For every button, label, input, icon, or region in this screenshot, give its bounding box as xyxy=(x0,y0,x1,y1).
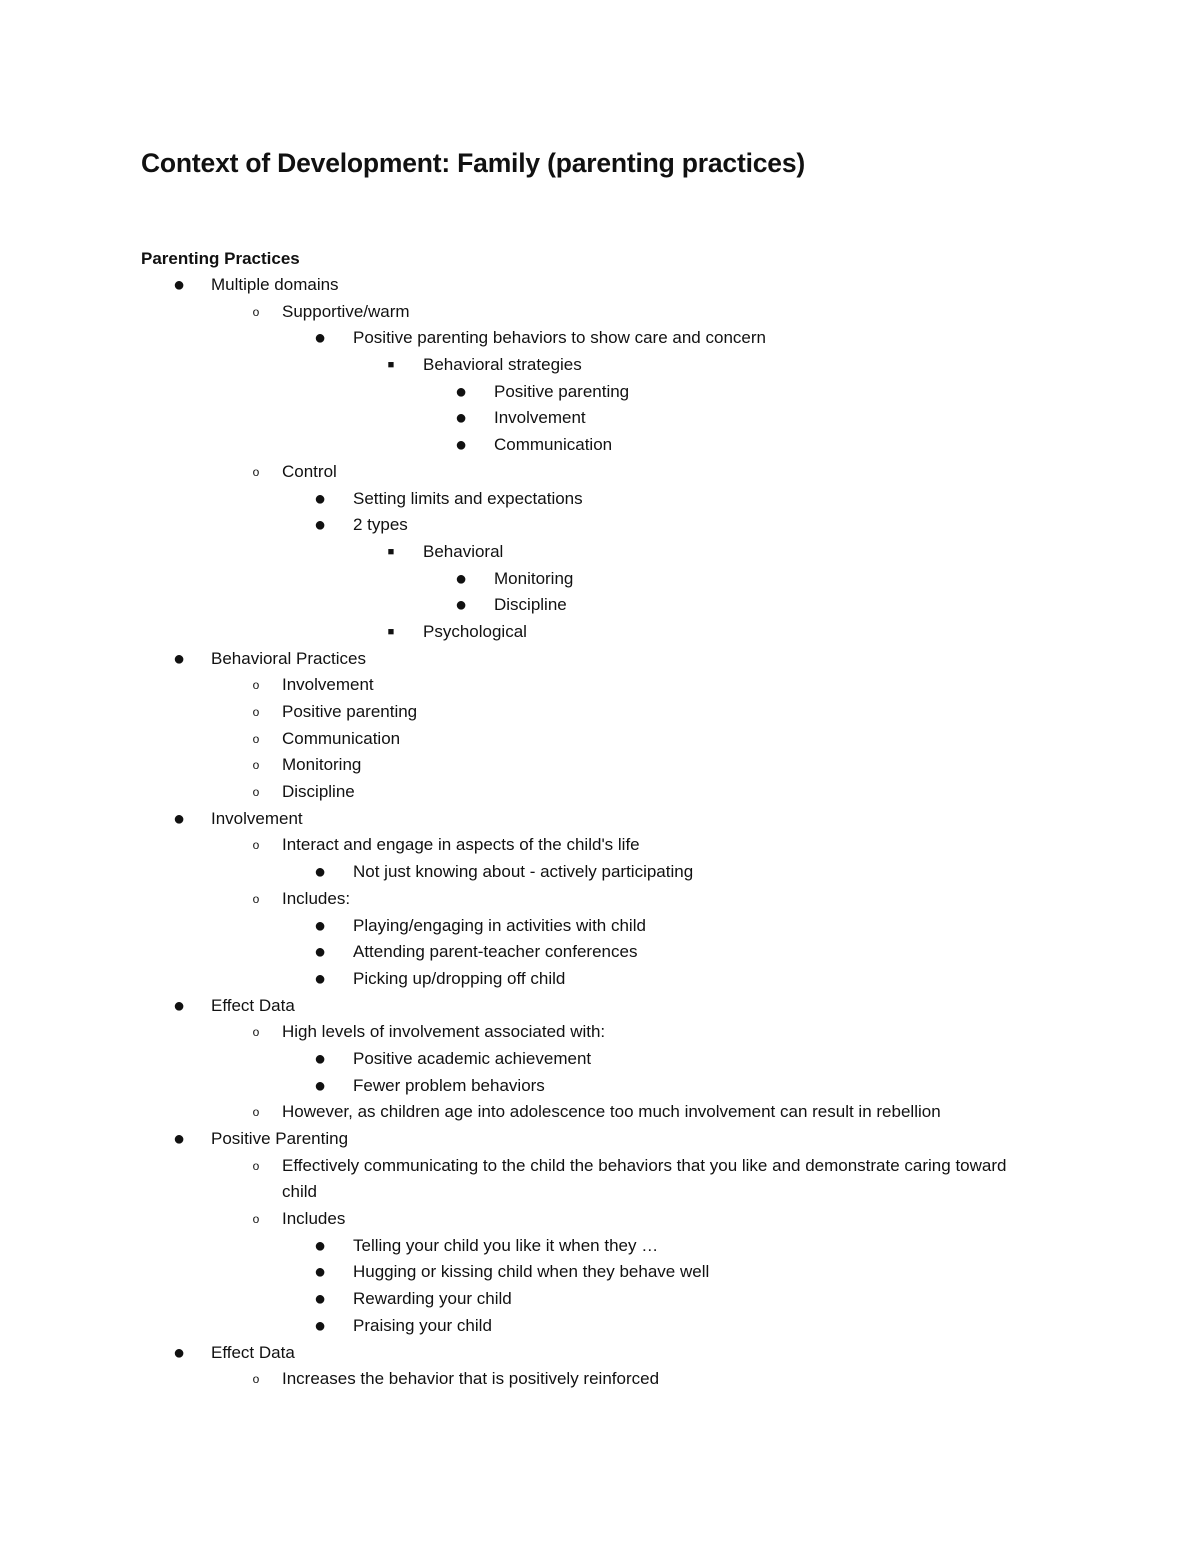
list-item xyxy=(0,405,1200,432)
bullet-icon: ● xyxy=(172,994,186,1017)
circle-bullet-icon: o xyxy=(252,838,260,853)
list-item xyxy=(0,966,1200,993)
list-item xyxy=(0,1153,1200,1206)
list-item-text: Communication xyxy=(494,435,613,455)
list-item xyxy=(0,566,1200,593)
list-item-text: Behavioral xyxy=(423,541,504,561)
square-bullet-icon: ■ xyxy=(387,625,395,638)
bullet-icon: ● xyxy=(313,1314,327,1337)
list-item xyxy=(0,1366,1200,1393)
list-item xyxy=(0,512,1200,539)
bullet-icon: ● xyxy=(313,967,327,990)
list-item-text: Monitoring xyxy=(494,568,574,588)
bullet-icon: ● xyxy=(313,941,327,964)
list-item xyxy=(0,1019,1200,1046)
list-item xyxy=(0,752,1200,779)
list-item xyxy=(0,672,1200,699)
bullet-icon: ● xyxy=(172,274,186,296)
circle-bullet-icon: o xyxy=(252,304,260,319)
circle-bullet-icon: o xyxy=(252,1105,260,1120)
list-item xyxy=(0,806,1200,833)
list-item-text: Interact and engage in aspects of the child's life xyxy=(282,835,640,855)
bullet-icon: ● xyxy=(313,1234,327,1257)
list-item-text: Multiple domains xyxy=(211,275,339,294)
list-item-text: Discipline xyxy=(494,595,567,615)
list-item-text: Positive parenting xyxy=(494,381,630,401)
list-item xyxy=(0,939,1200,966)
list-item-text: Picking up/dropping off child xyxy=(353,968,566,988)
list-item xyxy=(0,299,1200,326)
list-item xyxy=(0,539,1200,566)
list-item-text: Includes: xyxy=(282,888,351,908)
list-item-text: Discipline xyxy=(282,782,355,802)
list-item-text: Psychological xyxy=(423,621,527,641)
list-item-text: 2 types xyxy=(353,515,408,535)
bullet-icon: ● xyxy=(172,1341,186,1364)
list-item xyxy=(0,619,1200,646)
list-item-text: Involvement xyxy=(494,408,586,428)
list-item xyxy=(0,1233,1200,1260)
list-item-text: Rewarding your child xyxy=(353,1289,512,1309)
list-item-text: High levels of involvement associated with: xyxy=(282,1022,606,1042)
list-item-text: Positive parenting xyxy=(282,702,418,721)
list-item-text: Effectively communicating to the child the behaviors that you like and demonstrate caring toward child xyxy=(282,1155,1007,1202)
list-item xyxy=(0,779,1200,806)
circle-bullet-icon: o xyxy=(252,678,260,693)
circle-bullet-icon: o xyxy=(252,1025,260,1040)
circle-bullet-icon: o xyxy=(252,891,260,906)
circle-bullet-icon: o xyxy=(252,785,260,800)
bullet-icon: ● xyxy=(454,594,468,617)
list-item-text: Involvement xyxy=(211,808,303,828)
bullet-outline xyxy=(0,272,1200,1393)
bullet-icon: ● xyxy=(454,567,468,590)
circle-bullet-icon: o xyxy=(252,705,260,719)
list-item xyxy=(0,913,1200,940)
list-item xyxy=(0,272,1200,299)
list-item xyxy=(0,886,1200,913)
bullet-icon: ● xyxy=(313,1047,327,1070)
list-item xyxy=(0,699,1200,726)
list-item xyxy=(0,352,1200,379)
list-item xyxy=(0,379,1200,406)
list-item-text: Behavioral strategies xyxy=(423,355,582,375)
bullet-icon: ● xyxy=(172,1128,186,1150)
list-item xyxy=(0,993,1200,1020)
list-item-text: Attending parent-teacher conferences xyxy=(353,942,638,962)
list-item xyxy=(0,1073,1200,1100)
square-bullet-icon: ■ xyxy=(387,359,395,372)
list-item-text: Not just knowing about - actively participating xyxy=(353,862,694,882)
list-item xyxy=(0,592,1200,619)
list-item-text: Telling your child you like it when they … xyxy=(353,1235,659,1255)
square-bullet-icon: ■ xyxy=(387,545,395,558)
list-item xyxy=(0,726,1200,753)
list-item xyxy=(0,1126,1200,1153)
circle-bullet-icon: o xyxy=(252,758,260,773)
bullet-icon: ● xyxy=(313,327,327,350)
list-item xyxy=(0,646,1200,673)
list-item-text: Positive Parenting xyxy=(211,1129,349,1148)
list-item-text: Praising your child xyxy=(353,1315,492,1335)
bullet-icon: ● xyxy=(172,647,186,670)
circle-bullet-icon: o xyxy=(252,731,260,746)
list-item xyxy=(0,1206,1200,1233)
bullet-icon: ● xyxy=(313,914,327,937)
list-item xyxy=(0,459,1200,486)
list-item xyxy=(0,1340,1200,1367)
list-item-text: Positive parenting behaviors to show care and concern xyxy=(353,328,766,348)
bullet-icon: ● xyxy=(313,1261,327,1284)
list-item xyxy=(0,832,1200,859)
list-item xyxy=(0,325,1200,352)
list-item-text: Positive academic achievement xyxy=(353,1048,592,1068)
circle-bullet-icon: o xyxy=(252,1212,260,1227)
list-item-text: Fewer problem behaviors xyxy=(353,1075,545,1095)
section-heading: Parenting Practices xyxy=(141,249,300,268)
list-item-text: Control xyxy=(282,461,337,481)
list-item-text: Involvement xyxy=(282,675,374,695)
list-item-text: However, as children age into adolescence too much involvement can result in rebellion xyxy=(282,1102,941,1122)
list-item-text: Playing/engaging in activities with child xyxy=(353,915,646,935)
list-item-text: Effect Data xyxy=(211,1342,295,1362)
bullet-icon: ● xyxy=(313,1288,327,1311)
bullet-icon: ● xyxy=(313,861,327,884)
circle-bullet-icon: o xyxy=(252,464,260,479)
list-item xyxy=(0,1099,1200,1126)
page-title: Context of Development: Family (parenting practices) xyxy=(141,148,805,178)
list-item-text: Increases the behavior that is positively reinforced xyxy=(282,1369,660,1389)
list-item-text: Effect Data xyxy=(211,995,295,1015)
list-item xyxy=(0,1286,1200,1313)
bullet-icon: ● xyxy=(454,380,468,403)
list-item-text: Behavioral Practices xyxy=(211,648,366,668)
list-item xyxy=(0,1046,1200,1073)
list-item xyxy=(0,486,1200,513)
list-item xyxy=(0,1259,1200,1286)
circle-bullet-icon: o xyxy=(252,1158,260,1173)
bullet-icon: ● xyxy=(172,807,186,830)
list-item-text: Hugging or kissing child when they behave well xyxy=(353,1262,710,1282)
list-item xyxy=(0,859,1200,886)
circle-bullet-icon: o xyxy=(252,1372,260,1387)
list-item-text: Setting limits and expectations xyxy=(353,488,583,508)
list-item-text: Supportive/warm xyxy=(282,301,410,321)
list-item-text: Communication xyxy=(282,728,401,748)
bullet-icon: ● xyxy=(313,1074,327,1097)
list-item-text: Monitoring xyxy=(282,755,362,775)
bullet-icon: ● xyxy=(313,487,327,510)
list-item-text: Includes xyxy=(282,1209,346,1229)
bullet-icon: ● xyxy=(454,407,468,430)
list-item xyxy=(0,432,1200,459)
list-item xyxy=(0,1313,1200,1340)
bullet-icon: ● xyxy=(313,514,327,537)
bullet-icon: ● xyxy=(454,434,468,457)
